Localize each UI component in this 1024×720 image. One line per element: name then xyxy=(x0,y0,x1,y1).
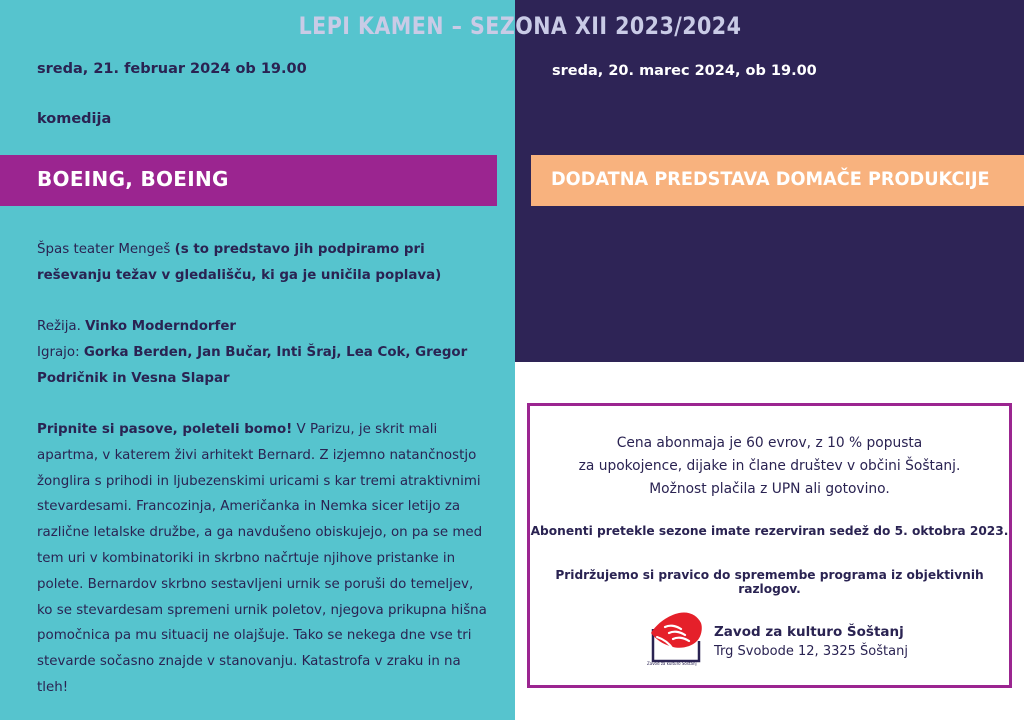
direction-label: Režija. xyxy=(37,319,86,334)
intro-company: Špas teater Mengeš xyxy=(37,242,175,257)
intro-note: (s to predstavo jih podpiramo pri reševanju težav v gledališču, ki ga je uničila poplava) xyxy=(37,242,442,283)
price-line-3: Možnost plačila z UPN ali gotovino. xyxy=(649,481,890,497)
price-line-1: Cena abonmaja je 60 evrov, z 10 % popusta xyxy=(616,435,923,451)
director-name: Vinko Moderndorfer xyxy=(85,319,237,334)
event-credits xyxy=(37,314,487,391)
cast-names: Gorka Berden, Jan Bučar, Inti Šraj, Lea Cok, Gregor Podričnik in Vesna Slapar xyxy=(37,344,468,386)
right-event-title: DODATNA PREDSTAVA DOMAČE PRODUKCIJE xyxy=(551,168,990,190)
program-disclaimer: Pridržujemo si pravico do spremembe programa iz objektivnih razlogov. xyxy=(555,568,984,596)
handshake-logo-icon xyxy=(647,609,705,667)
organization-address: Trg Svobode 12, 3325 Šoštanj xyxy=(714,644,908,659)
price-info xyxy=(530,432,1009,501)
right-title-band xyxy=(531,155,1024,206)
synopsis-headline: Pripnite si pasove, poleteli bomo! xyxy=(37,422,293,437)
reservation-note: Abonenti pretekle sezone imate rezerviran sedež do 5. oktobra 2023. xyxy=(530,524,1009,538)
organization-name: Zavod za kulturo Šoštanj xyxy=(714,624,904,640)
direction-line xyxy=(37,314,487,340)
event-genre: komedija xyxy=(37,111,112,127)
event-intro xyxy=(37,237,487,289)
subscription-info-box xyxy=(527,403,1012,688)
logo-caption: Zavod za kulturo Šoštanj xyxy=(647,661,697,666)
right-event-date: sreda, 20. marec 2024, ob 19.00 xyxy=(552,63,817,79)
synopsis-body: V Parizu, je skrit mali apartma, v katerem živi arhitekt Bernard. Z izjemno natančnostjo žonglira s prihodi in ljubezenskimi uricami s kar tremi atraktivnimi stevardesami. Francozinja, Američanka in Nemka sicer letijo za različne letalske družbe, a ga navdušeno obiskujejo, on pa se med tem uri v kombinatoriki in skrbno načrtuje njihove pristanke in polete. Bernardov skrbno sestavljeni urnik se poruši do temeljev, ko se stevardesam spremeni urnik poletov, njegova prikupna hišna pomočnica pa mu situacij ne olajšuje. Tako se nekega dne vse tri stevarde sočasno znajde v stanovanju. Katastrofa v zraku in na tleh! xyxy=(37,422,487,695)
event-synopsis xyxy=(37,417,487,701)
left-event-date: sreda, 21. februar 2024 ob 19.00 xyxy=(37,61,307,77)
left-event-title: BOEING, BOEING xyxy=(37,167,229,191)
cast-line xyxy=(37,340,487,392)
cast-label: Igrajo: xyxy=(37,344,84,360)
price-line-2: za upokojence, dijake in člane društev v občini Šoštanj. xyxy=(578,458,961,474)
left-title-band xyxy=(0,155,497,206)
season-title: LEPI KAMEN – SEZONA XII 2023/2024 xyxy=(298,12,742,40)
